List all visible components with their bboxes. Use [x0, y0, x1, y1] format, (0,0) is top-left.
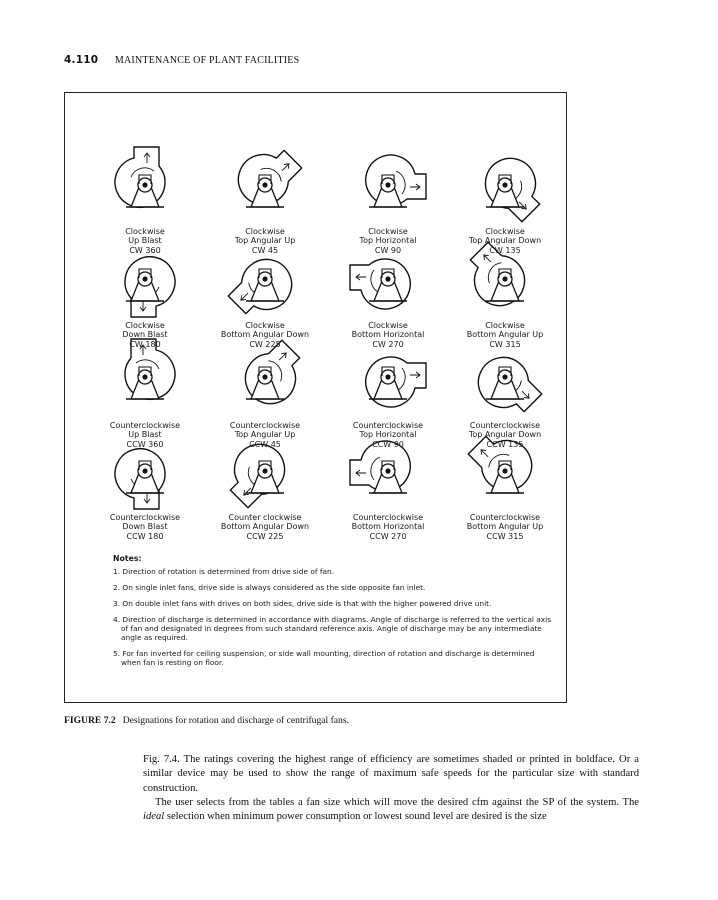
fan-label-line2: Top Horizontal	[359, 430, 417, 440]
fan-label	[205, 513, 325, 541]
page-number: 4.110	[64, 54, 99, 66]
fan-diagram	[115, 147, 165, 207]
fan-label-line3: CCW 90	[372, 439, 404, 449]
paragraph-1: Fig. 7.4. The ratings covering the highest range of efficiency are sometimes shaded or printed in boldface. Or a similar device may be used to show the range of maximum safe speeds for the particular size with standard construction.	[143, 754, 639, 794]
figure-label: FIGURE 7.2	[64, 715, 116, 726]
paragraph-2-end: selection when minimum power consumption or lowest sound level are desired is the size	[164, 811, 547, 823]
paragraph-2	[143, 796, 639, 825]
fan-label-line2: Top Angular Up	[234, 430, 296, 440]
fan-label-line3: CW 360	[129, 245, 161, 255]
figure-caption	[64, 715, 349, 726]
fan-label-line3: CCW 180	[126, 531, 164, 541]
fan-diagram	[475, 148, 553, 226]
fan-label-line3: CW 90	[374, 245, 402, 255]
fan-label-line2: Top Angular Up	[234, 236, 296, 246]
note-5: 5. For fan inverted for ceiling suspension, or side wall mounting, direction of rotation and discharge is determined when fan is resting on floor.	[113, 649, 535, 667]
fan-label-line2: Down Blast	[122, 330, 168, 340]
fan-label-line2: Bottom Horizontal	[351, 522, 425, 532]
fan-diagram	[224, 249, 302, 327]
note-1: 1. Direction of rotation is determined from drive side of fan.	[113, 567, 335, 576]
fan-label	[328, 513, 448, 541]
paragraph-2-emphasis: ideal	[143, 811, 165, 823]
section-title: MAINTENANCE OF PLANT FACILITIES	[114, 55, 300, 66]
fan-label-line3: CW 225	[249, 339, 281, 349]
fan-diagram	[115, 449, 165, 509]
fan-label-line2: Bottom Angular Up	[466, 330, 544, 340]
fan-diagram	[468, 347, 546, 425]
fan-label-line2: Top Angular Down	[468, 236, 542, 246]
fan-label-line3: CCW 315	[486, 531, 524, 541]
running-head	[64, 54, 299, 66]
fan-label-line3: CW 315	[489, 339, 521, 349]
fan-label	[205, 421, 325, 449]
fan-label	[205, 227, 325, 255]
fan-label-line3: CCW 225	[246, 531, 284, 541]
fan-label-line2: Top Horizontal	[359, 236, 417, 246]
fan-diagram	[350, 259, 410, 309]
fan-label-line1: Clockwise	[125, 321, 165, 330]
fan-label-line2: Bottom Angular Down	[220, 330, 310, 340]
fan-diagram	[366, 155, 426, 207]
fan-label-line1: Clockwise	[485, 321, 525, 330]
fan-label-line3: CW 180	[129, 339, 161, 349]
fan-label	[85, 513, 205, 541]
fan-label-line2: Top Angular Down	[468, 430, 542, 440]
fan-label-line3: CW 135	[489, 245, 521, 255]
fan-label	[328, 421, 448, 449]
fan-label	[85, 227, 205, 255]
fan-label	[445, 321, 565, 349]
paragraph-2-start: The user selects from the tables a fan size which will move the desired cfm against the SP of the system. The	[155, 796, 639, 808]
fan-label	[85, 321, 205, 349]
fan-housing	[475, 148, 553, 226]
fan-label-line1: Clockwise	[368, 321, 408, 330]
fan-label-line1: Counterclockwise	[469, 421, 541, 430]
fan-label-line1: Clockwise	[245, 321, 285, 330]
fan-label-line3: CCW 270	[369, 531, 407, 541]
fan-label-line3: CCW 135	[486, 439, 524, 449]
notes-block	[113, 554, 553, 674]
note-4: 4. Direction of discharge is determined in accordance with diagrams. Angle of discharge is referred to the vertical axis of fan and designated in degrees from such standard reference axis. Angle of discharge may be any intermediate angle as required.	[113, 615, 552, 642]
fan-label-line2: Down Blast	[122, 522, 168, 532]
fan-diagram	[228, 137, 306, 215]
fan-label	[445, 513, 565, 541]
note-3: 3. On double inlet fans with drives on both sides, drive side is that with the higher powered drive unit.	[113, 599, 492, 608]
fan-label	[85, 421, 205, 449]
fan-diagram	[366, 357, 426, 407]
fan-label-line1: Counterclockwise	[352, 513, 424, 522]
fan-label-line1: Counterclockwise	[352, 421, 424, 430]
fan-label-line3: CW 270	[372, 339, 404, 349]
fan-label	[328, 321, 448, 349]
fan-label-line1: Clockwise	[125, 227, 165, 236]
fan-label-line1: Counter clockwise	[228, 513, 302, 522]
fan-label-line2: Up Blast	[128, 236, 162, 246]
fan-label-line3: CW 45	[251, 245, 279, 255]
notes-title: Notes:	[113, 554, 142, 563]
figure-frame	[64, 92, 567, 703]
fan-label-line1: Counterclockwise	[109, 513, 181, 522]
fan-label-line1: Counterclockwise	[469, 513, 541, 522]
figure-caption-text: Designations for rotation and discharge of centrifugal fans.	[122, 715, 349, 726]
fan-label-line2: Bottom Angular Up	[466, 522, 544, 532]
fan-label-line1: Counterclockwise	[109, 421, 181, 430]
fan-label	[445, 421, 565, 449]
fan-label-line1: Counterclockwise	[229, 421, 301, 430]
note-2: 2. On single inlet fans, drive side is always considered as the side opposite fan inlet.	[113, 583, 426, 592]
body-text	[143, 753, 639, 824]
fan-label	[328, 227, 448, 255]
fan-label-line2: Up Blast	[128, 430, 162, 440]
fan-label-line2: Bottom Horizontal	[351, 330, 425, 340]
fan-label-line1: Clockwise	[245, 227, 285, 236]
fan-diagram	[125, 257, 175, 317]
fan-label-line3: CCW 360	[126, 439, 164, 449]
fan-label-line1: Clockwise	[368, 227, 408, 236]
fan-label-line3: CCW 45	[249, 439, 281, 449]
fan-label-line2: Bottom Angular Down	[220, 522, 310, 532]
fan-label	[445, 227, 565, 255]
fan-label-line1: Clockwise	[485, 227, 525, 236]
fan-label	[205, 321, 325, 349]
